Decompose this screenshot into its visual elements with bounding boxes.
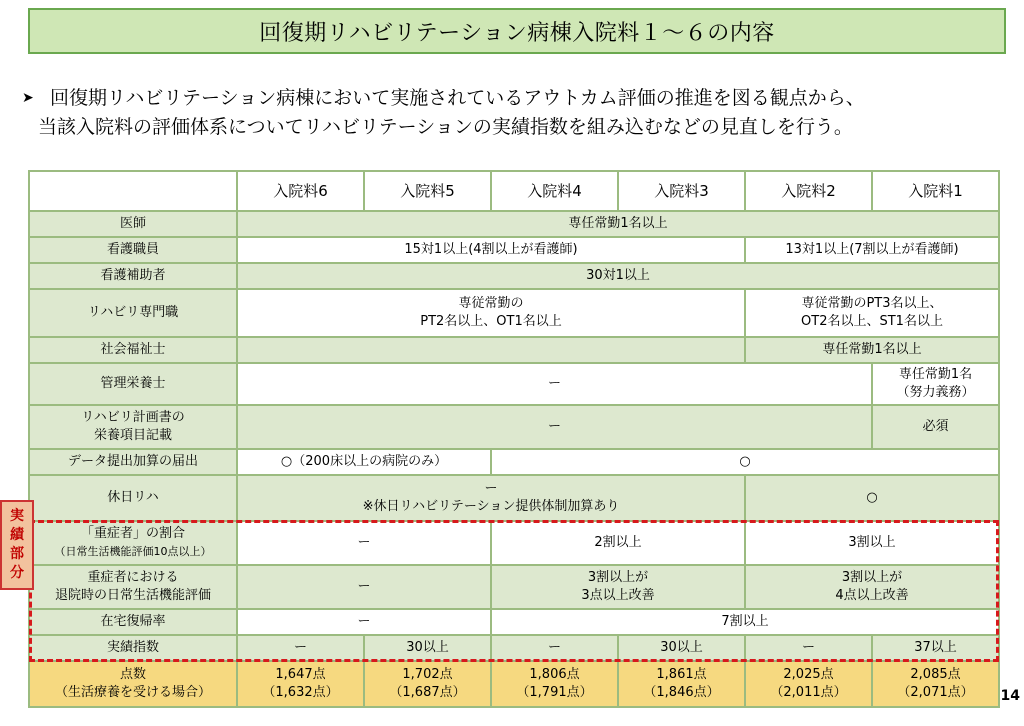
table-cell: ー <box>237 405 872 449</box>
table-cell <box>618 661 745 707</box>
header-cell: 入院料6 <box>237 171 364 211</box>
row-label <box>29 565 237 609</box>
cell-line: （1,687点） <box>389 685 466 700</box>
table-row <box>29 337 999 363</box>
table-row <box>29 449 999 475</box>
table-row <box>29 609 999 635</box>
header-cell: 入院料3 <box>618 171 745 211</box>
header-corner <box>29 171 237 211</box>
intro-line-2: 当該入院料の評価体系についてリハビリテーションの実績指数を組み込むなどの見直しを行う。 <box>38 116 853 138</box>
table-row <box>29 263 999 289</box>
cell-line: （1,846点） <box>643 685 720 700</box>
cell-line: 3点以上改善 <box>581 588 655 603</box>
table-cell: 7割以上 <box>491 609 999 635</box>
cell-line: 3割以上が <box>841 570 903 585</box>
row-label: 看護補助者 <box>29 263 237 289</box>
table-cell <box>872 363 999 405</box>
table-cell: 専任常勤1名以上 <box>237 211 999 237</box>
table-cell: ○（200床以上の病院のみ） <box>237 449 491 475</box>
cell-line: 専従常勤のPT3名以上、 <box>801 296 943 311</box>
row-label: 休日リハ <box>29 475 237 521</box>
row-label <box>29 521 237 565</box>
cell-line: 1,806点 <box>529 667 580 682</box>
page-title: 回復期リハビリテーション病棟入院料１～６の内容 <box>28 8 1006 54</box>
label-line: 栄養項目記載 <box>93 428 172 443</box>
table-cell <box>745 661 872 707</box>
table-cell: 専任常勤1名以上 <box>745 337 999 363</box>
table-cell: ー <box>237 609 491 635</box>
label-line: リハビリ計画書の <box>81 410 185 425</box>
label-line: 退院時の日常生活機能評価 <box>54 588 211 603</box>
row-label: 社会福祉士 <box>29 337 237 363</box>
table-cell <box>491 565 745 609</box>
cell-line: （2,071点） <box>897 685 974 700</box>
table-cell <box>237 475 745 521</box>
table-row <box>29 661 999 707</box>
intro-line-1 <box>20 84 1010 113</box>
row-label: 看護職員 <box>29 237 237 263</box>
row-label: リハビリ専門職 <box>29 289 237 337</box>
cell-line: 1,861点 <box>656 667 707 682</box>
row-label: 実績指数 <box>29 635 237 661</box>
table-cell: 13対1以上(7割以上が看護師) <box>745 237 999 263</box>
table-cell <box>491 661 618 707</box>
cell-line: （1,791点） <box>516 685 593 700</box>
table-cell: 30以上 <box>364 635 491 661</box>
row-label: 在宅復帰率 <box>29 609 237 635</box>
header-cell: 入院料5 <box>364 171 491 211</box>
intro-line-1-text: 回復期リハビリテーション病棟において実施されているアウトカム評価の推進を図る観点から、 <box>50 87 865 109</box>
cell-line: （1,632点） <box>262 685 339 700</box>
table-cell: ー <box>491 635 618 661</box>
arrow-bullet-icon: ➤ <box>22 90 34 106</box>
cell-line: OT2名以上、ST1名以上 <box>801 314 943 329</box>
cell-line: 2,085点 <box>910 667 961 682</box>
table-cell: 必須 <box>872 405 999 449</box>
cell-line: PT2名以上、OT1名以上 <box>420 314 562 329</box>
cell-line: 2,025点 <box>783 667 834 682</box>
header-row <box>29 171 999 211</box>
header-cell: 入院料4 <box>491 171 618 211</box>
side-label-char: 績 <box>10 527 24 543</box>
label-line: 重症者における <box>87 570 179 585</box>
cell-line: （2,011点） <box>770 685 847 700</box>
table-row <box>29 635 999 661</box>
table-cell <box>364 661 491 707</box>
cell-line: 1,647点 <box>275 667 326 682</box>
table-row <box>29 475 999 521</box>
intro-text <box>20 84 1010 142</box>
table-cell <box>237 661 364 707</box>
label-line: （日常生活機能評価10点以上） <box>54 545 212 558</box>
table-cell: ー <box>745 635 872 661</box>
label-line: 点数 <box>119 667 146 682</box>
table-cell: 30以上 <box>618 635 745 661</box>
side-label-char: 分 <box>10 565 24 581</box>
row-label: 医師 <box>29 211 237 237</box>
cell-line: ※休日リハビリテーション提供体制加算あり <box>362 499 620 514</box>
table-row <box>29 237 999 263</box>
label-line: 「重症者」の割合 <box>80 526 185 541</box>
side-label-char: 部 <box>10 546 24 562</box>
table-cell: ー <box>237 635 364 661</box>
table-row <box>29 565 999 609</box>
header-cell: 入院料2 <box>745 171 872 211</box>
performance-section-label <box>0 500 34 590</box>
row-label <box>29 661 237 707</box>
table-cell <box>872 661 999 707</box>
header-cell: 入院料1 <box>872 171 999 211</box>
cell-line: 専従常勤の <box>458 296 524 311</box>
table-row <box>29 363 999 405</box>
table-row <box>29 211 999 237</box>
cell-line: ー <box>484 481 498 496</box>
side-label-char: 実 <box>10 508 24 524</box>
table-cell: ー <box>237 521 491 565</box>
row-label: データ提出加算の届出 <box>29 449 237 475</box>
label-line: （生活療養を受ける場合） <box>54 685 211 700</box>
table-cell <box>745 565 999 609</box>
row-label: 管理栄養士 <box>29 363 237 405</box>
table-cell <box>745 289 999 337</box>
table-cell <box>237 289 745 337</box>
table-cell: 37以上 <box>872 635 999 661</box>
table-cell: ー <box>237 363 872 405</box>
table-cell: 15対1以上(4割以上が看護師) <box>237 237 745 263</box>
table-cell: 30対1以上 <box>237 263 999 289</box>
table-cell <box>237 337 745 363</box>
cell-line: 1,702点 <box>402 667 453 682</box>
table-cell: ー <box>237 565 491 609</box>
row-label <box>29 405 237 449</box>
cell-line: 3割以上が <box>587 570 649 585</box>
cell-line: 専任常勤1名 <box>898 367 973 382</box>
table-row <box>29 405 999 449</box>
cell-line: （努力義務） <box>896 385 975 400</box>
comparison-table <box>28 170 1000 708</box>
cell-line: 4点以上改善 <box>835 588 909 603</box>
page-number: 14 <box>1000 688 1020 704</box>
table-cell: ○ <box>745 475 999 521</box>
table-row <box>29 521 999 565</box>
table-row <box>29 289 999 337</box>
table-cell: 2割以上 <box>491 521 745 565</box>
table-cell: ○ <box>491 449 999 475</box>
table-cell: 3割以上 <box>745 521 999 565</box>
